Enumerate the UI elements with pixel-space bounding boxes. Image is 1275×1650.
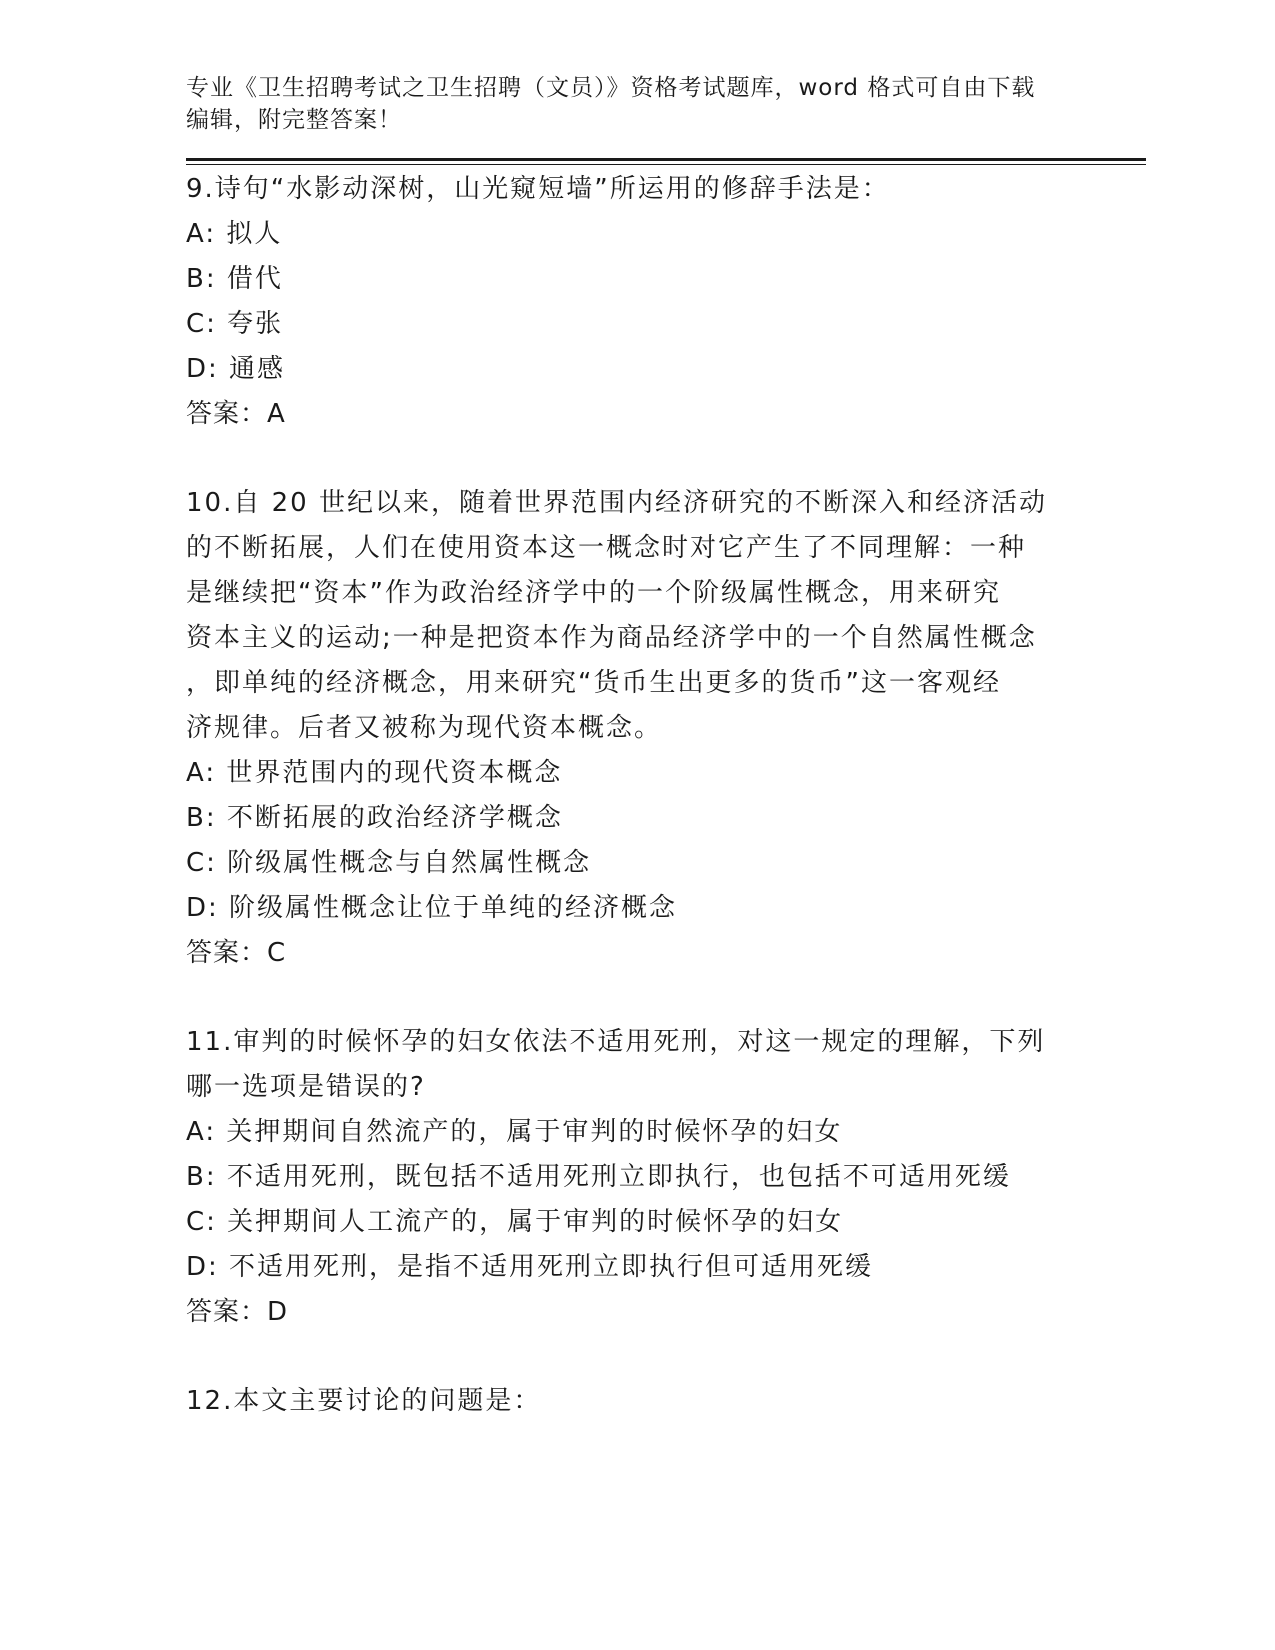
option-a: A: 关押期间自然流产的，属于审判的时候怀孕的妇女 (186, 1117, 843, 1147)
question-12 (186, 1379, 1146, 1424)
answer: 答案：D (186, 1297, 289, 1327)
header-divider (186, 158, 1146, 161)
question-9 (186, 167, 1146, 437)
document-header: 专业《卫生招聘考试之卫生招聘（文员）》资格考试题库，word 格式可自由下载 编辑，附完整答案！ (186, 75, 1036, 133)
answer: 答案：C (186, 938, 287, 968)
option-c: C: 夸张 (186, 309, 284, 339)
document-page (186, 72, 1146, 1424)
question-stem: 11.审判的时候怀孕的妇女依法不适用死刑，对这一规定的理解，下列 哪一选项是错误的? (186, 1027, 1046, 1102)
option-d: D: 通感 (186, 354, 286, 384)
option-d: D: 阶级属性概念让位于单纯的经济概念 (186, 893, 678, 923)
option-c: C: 关押期间人工流产的，属于审判的时候怀孕的妇女 (186, 1207, 844, 1237)
option-c: C: 阶级属性概念与自然属性概念 (186, 848, 592, 878)
question-stem: 10.自 20 世纪以来，随着世界范围内经济研究的不断深入和经济活动 的不断拓展，人们在使用资本这一概念时对它产生了不同理解：一种 是继续把“资本”作为政治经济学中的一个阶级属性概念，用来研究 资本主义的运动;一种是把资本作为商品经济学中的一个自然属性概念 ，即单纯的经济概念，用来研究“货币生出更多的货币”这一客观经 济规律。后者又被称为现代资本概念。 (186, 488, 1047, 743)
option-d: D: 不适用死刑，是指不适用死刑立即执行但可适用死缓 (186, 1252, 874, 1282)
option-b: B: 不适用死刑，既包括不适用死刑立即执行，也包括不可适用死缓 (186, 1162, 1011, 1192)
question-10 (186, 481, 1146, 976)
question-stem: 9.诗句“水影动深树，山光窥短墙”所运用的修辞手法是： (186, 174, 890, 204)
option-a: A: 拟人 (186, 219, 283, 249)
question-stem: 12.本文主要讨论的问题是： (186, 1386, 542, 1416)
answer: 答案：A (186, 399, 286, 429)
option-a: A: 世界范围内的现代资本概念 (186, 758, 563, 788)
option-b: B: 不断拓展的政治经济学概念 (186, 803, 563, 833)
question-11 (186, 1020, 1146, 1335)
option-b: B: 借代 (186, 264, 283, 294)
